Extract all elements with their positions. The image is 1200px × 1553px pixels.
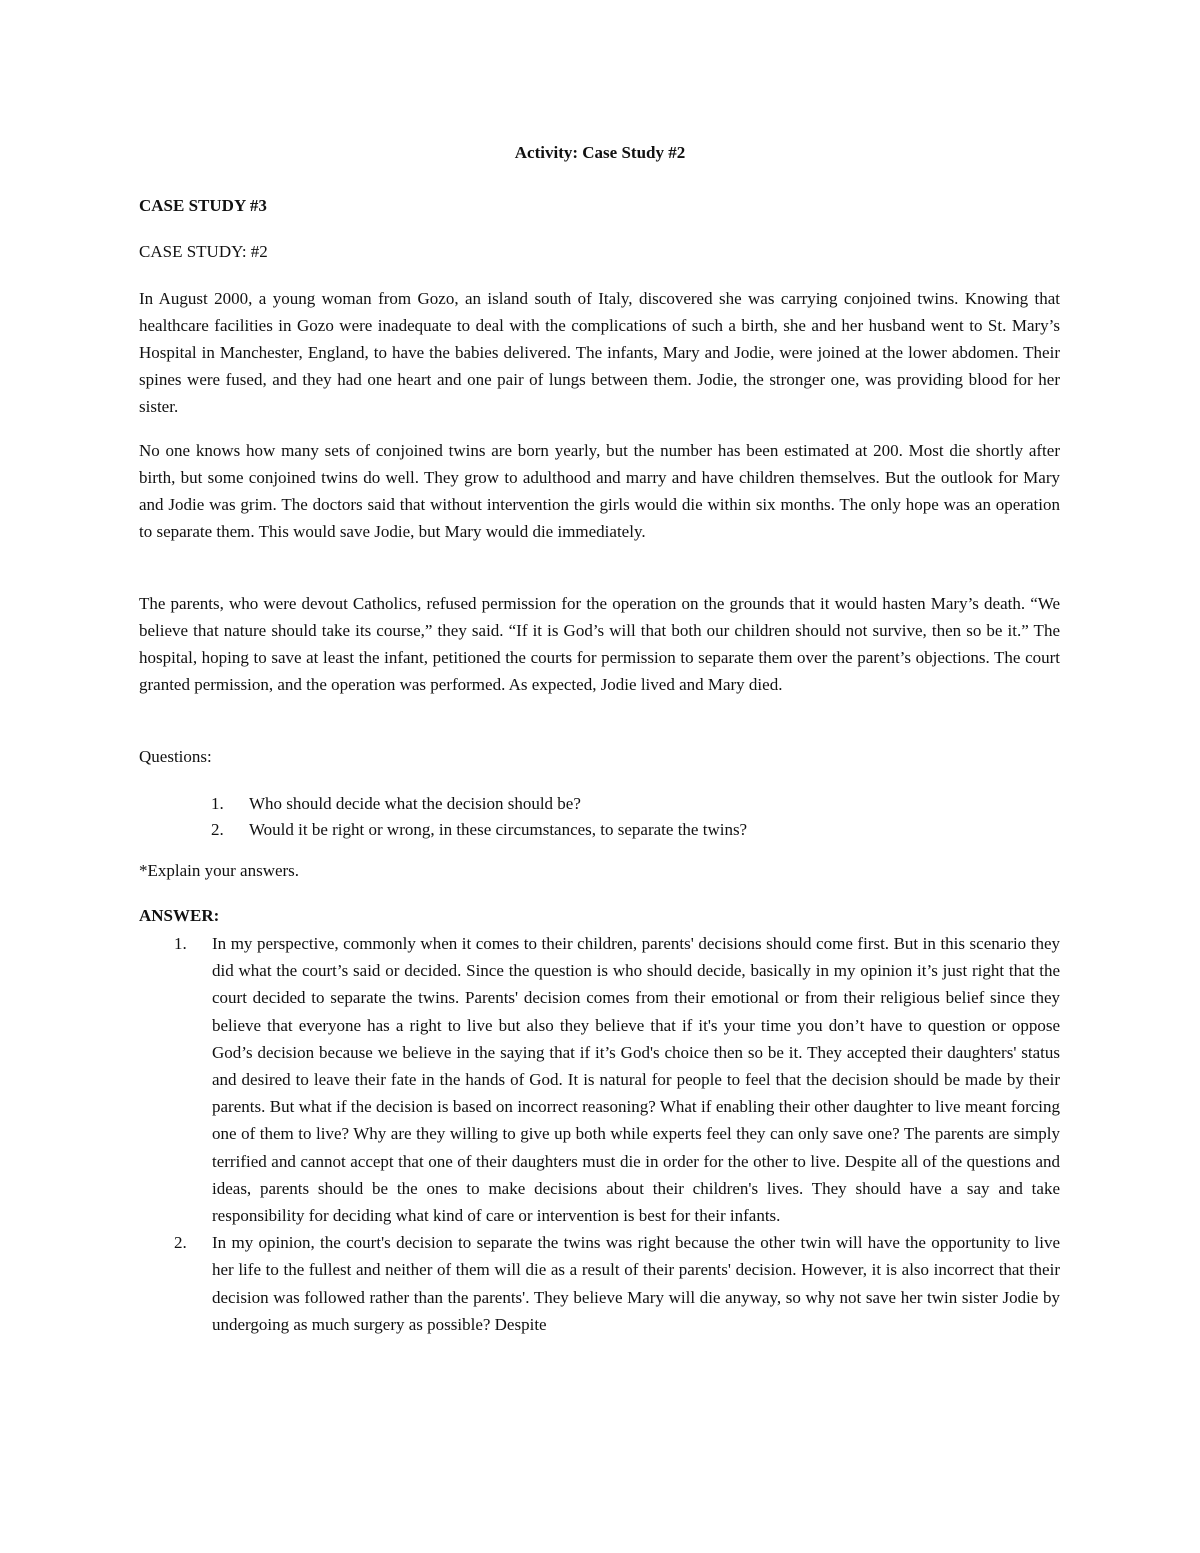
answer-number: 2. <box>174 1233 187 1253</box>
answer-text: In my opinion, the court's decision to separate the twins was right because the other twin will have the opportunity to live her life to the fullest and neither of them will die as a result of their parents' decision. However, it is also incorrect that their decision was followed rather than the parents'. They believe Mary will die anyway, so why not save her twin sister Jodie by undergoing as much surgery as possible? Despite <box>212 1233 1060 1334</box>
paragraph-1: In August 2000, a young woman from Gozo, an island south of Italy, discovered she was carrying conjoined twins. Knowing that healthcare facilities in Gozo were inadequate to deal with the complications of such a birth, she and her husband went to St. Mary’s Hospital in Manchester, England, to have the babies delivered. The infants, Mary and Jodie, were joined at the lower abdomen. Their spines were fused, and they had one heart and one pair of lungs between them. Jodie, the stronger one, was providing blood for her sister. <box>139 289 1060 416</box>
question-item <box>211 791 747 817</box>
question-text: Would it be right or wrong, in these circumstances, to separate the twins? <box>249 820 748 839</box>
question-number: 2. <box>211 820 224 839</box>
questions-label: Questions: <box>139 747 212 766</box>
answer-item <box>174 1229 1060 1338</box>
question-number: 1. <box>211 794 224 813</box>
case-study-heading: CASE STUDY #3 <box>139 196 267 215</box>
answer-text: In my perspective, commonly when it comes to their children, parents' decisions should come first. But in this scenario they did what the court’s said or decided. Since the question is who should decide, basically in my opinion it’s just right that the court decided to separate the twins. Parents' decision comes from their emotional or from their religious belief since they believe that everyone has a right to live but also they believe that if it's your time you don’t have to question or oppose God’s decision because we believe in the saying that if it’s God's choice then so be it. They accepted their daughters' status and desired to leave their fate in the hands of God. It is natural for people to feel that the decision should be made by their parents. But what if the decision is based on incorrect reasoning? What if enabling their other daughter to live meant forcing one of them to live? Why are they willing to give up both while experts feel they can only save one? The parents are simply terrified and cannot accept that one of their daughters must die in order for the other to live. Despite all of the questions and ideas, parents should be the ones to make decisions about their children's lives. They should have a say and take responsibility for deciding what kind of care or intervention is best for their infants. <box>212 934 1060 1226</box>
answer-number: 1. <box>174 934 187 953</box>
question-item <box>211 817 747 843</box>
paragraph-2: No one knows how many sets of conjoined twins are born yearly, but the number has been estimated at 200. Most die shortly after birth, but some conjoined twins do well. They grow to adulthood and marry and have children themselves. But the outlook for Mary and Jodie was grim. The doctors said that without intervention the girls would die within six months. The only hope was an operation to separate them. This would save Jodie, but Mary would die immediately. <box>139 441 1060 541</box>
questions-list <box>211 791 747 843</box>
question-text: Who should decide what the decision should be? <box>249 794 581 813</box>
answer-label: ANSWER: <box>139 906 220 925</box>
explain-note: *Explain your answers. <box>139 861 300 880</box>
answers-list <box>174 930 1060 1338</box>
case-study-subheading: CASE STUDY: #2 <box>139 242 268 261</box>
answer-item <box>174 930 1060 1229</box>
document-title: Activity: Case Study #2 <box>514 143 686 162</box>
paragraph-3: The parents, who were devout Catholics, refused permission for the operation on the grounds that it would hasten Mary’s death. “We believe that nature should take its course,” they said. “If it is God’s will that both our children should not survive, then so be it.” The hospital, hoping to save at least the infant, petitioned the courts for permission to separate them over the parent’s objections. The court granted permission, and the operation was performed. As expected, Jodie lived and Mary died. <box>139 594 1060 694</box>
